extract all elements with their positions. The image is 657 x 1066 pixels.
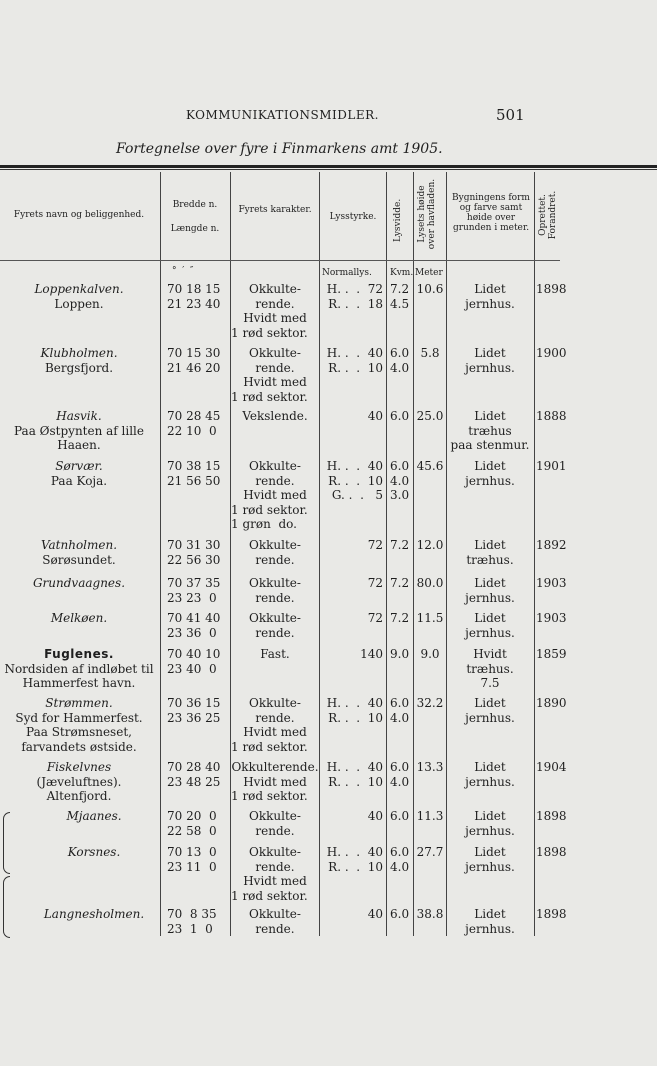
light-location: Paa Koja. [50, 473, 108, 488]
longitude: 21 46 20 [167, 360, 221, 375]
latitude: 70 20 0 [167, 809, 217, 823]
height-value: 45.6 [416, 459, 444, 473]
light-location: (Jæveluftnes). [36, 774, 122, 789]
height-value: 38.8 [416, 907, 444, 921]
col-header-name: Fyrets navn og beliggenhed. [13, 210, 145, 220]
latitude: 70 41 40 [167, 611, 221, 625]
light-location: Hammerfest havn. [22, 676, 136, 690]
height-value: 5.8 [420, 346, 440, 360]
longitude: 23 1 0 [167, 921, 213, 936]
light-name: Hasvik. [56, 409, 102, 423]
longitude: 23 40 0 [167, 661, 217, 676]
light-character: Hvidt med [243, 725, 307, 739]
height-value: 10.6 [416, 282, 444, 296]
light-strength: R. . . 10 [328, 859, 383, 874]
column-divider [386, 172, 387, 936]
light-strength: R. . . 18 [328, 296, 383, 311]
height-value: 11.3 [416, 809, 444, 823]
light-character: Fast. [260, 647, 290, 661]
light-character: Okkulte- [249, 611, 301, 625]
year-established: 1898 [536, 282, 567, 296]
light-character: rende. [255, 823, 295, 838]
building-description: Lidet [474, 611, 506, 625]
light-location: Loppen. [54, 296, 104, 311]
year-established: 1903 [536, 611, 567, 625]
light-character: 1 rød sektor. [231, 739, 308, 754]
light-name: Grundvaagnes. [32, 576, 126, 590]
light-character: Hvidt med [243, 311, 307, 325]
light-name: Strømmen. [45, 696, 113, 710]
latitude: 70 28 45 [167, 409, 221, 423]
light-strength: R. . . 10 [328, 774, 383, 789]
light-strength: H. . . 40 [326, 696, 383, 710]
longitude: 21 23 40 [167, 296, 221, 311]
longitude: 23 36 0 [167, 625, 217, 640]
building-description: Lidet [474, 282, 506, 296]
top-rule [0, 165, 657, 168]
light-strength: H. . . 40 [326, 346, 383, 360]
building-description: Lidet [474, 346, 506, 360]
visibility-value: 6.0 [390, 409, 410, 423]
light-strength: R. . . 10 [328, 473, 383, 488]
visibility-value: 6.0 [390, 459, 410, 473]
light-strength: 40 [367, 809, 383, 823]
year-established: 1890 [536, 696, 567, 710]
light-strength: H. . . 72 [326, 282, 383, 296]
latitude: 70 37 35 [167, 576, 221, 590]
year-established: 1898 [536, 845, 567, 859]
top-rule-thin [0, 169, 657, 170]
height-value: 9.0 [420, 647, 440, 661]
year-established: 1859 [536, 647, 567, 661]
col-header-visibility: Lysvidde. [393, 198, 403, 242]
light-location: Bergsfjord. [44, 360, 114, 375]
light-strength: H. . . 40 [326, 760, 383, 774]
light-location: Syd for Hammerfest. [15, 710, 143, 725]
visibility-value: 6.0 [390, 760, 410, 774]
light-character: Hvidt med [243, 874, 307, 888]
light-name: Fiskelvnes [46, 760, 112, 774]
longitude: 22 10 0 [167, 423, 217, 438]
building-description: træhus [468, 423, 512, 438]
building-description: paa stenmur. [450, 438, 530, 452]
visibility-value: 6.0 [390, 809, 410, 823]
latitude: 70 38 15 [167, 459, 221, 473]
col-header-lon: Længde n. [170, 224, 220, 234]
light-character: Hvidt med [243, 488, 307, 502]
light-character: 1 rød sektor. [231, 888, 308, 903]
light-character: Hvidt med [243, 375, 307, 389]
light-name: Klubholmen. [40, 346, 118, 360]
light-strength: G. . . 5 [331, 488, 383, 502]
year-established: 1900 [536, 346, 567, 360]
light-name: Mjaanes. [66, 809, 122, 823]
light-strength: H. . . 40 [326, 845, 383, 859]
visibility-value: 7.2 [390, 282, 410, 296]
building-description: jernhus. [465, 590, 515, 605]
light-name: Korsnes. [67, 845, 121, 859]
light-strength: 40 [367, 907, 383, 921]
light-location: farvandets østside. [21, 739, 137, 754]
light-character: Okkulte- [249, 907, 301, 921]
light-character: Vekslende. [242, 409, 308, 423]
building-description: Lidet [474, 907, 506, 921]
light-strength: H. . . 40 [326, 459, 383, 473]
light-location: Altenfjord. [46, 789, 112, 803]
building-description: Lidet [474, 576, 506, 590]
latitude: 70 40 10 [167, 647, 221, 661]
light-location: Paa Strømsneset, [26, 725, 132, 739]
longitude: 23 23 0 [167, 590, 217, 605]
light-strength: 72 [367, 611, 383, 625]
col-header-year: Oprettet. Forandret. [538, 190, 558, 240]
latitude: 70 31 30 [167, 538, 221, 552]
light-character: 1 rød sektor. [231, 502, 308, 517]
light-character: rende. [255, 360, 295, 375]
latitude: 70 36 15 [167, 696, 221, 710]
light-name: Sørvær. [55, 459, 103, 473]
visibility-value: 6.0 [390, 845, 410, 859]
running-header: KOMMUNIKATIONSMIDLER. [186, 108, 379, 122]
light-character: rende. [255, 552, 295, 567]
light-location: Nordsiden af indløbet til [4, 661, 154, 676]
light-name: Langnesholmen. [43, 907, 145, 921]
light-name: Loppenkalven. [34, 282, 124, 296]
building-description: Lidet [474, 459, 506, 473]
light-character: 1 rød sektor. [231, 389, 308, 404]
light-character: Okkulte- [249, 845, 301, 859]
visibility-value: 3.0 [390, 488, 410, 502]
light-character: Okkulte- [249, 809, 301, 823]
height-value: 27.7 [416, 845, 444, 859]
col-header-lat: Bredde n. [172, 200, 218, 210]
light-character: rende. [255, 473, 295, 488]
building-description: jernhus. [465, 710, 515, 725]
light-character: 1 rød sektor. [231, 325, 308, 340]
latitude: 70 13 0 [167, 845, 217, 859]
building-description: Lidet [474, 696, 506, 710]
building-description: jernhus. [465, 823, 515, 838]
building-description: Lidet [474, 809, 506, 823]
building-description: jernhus. [465, 473, 515, 488]
light-name: Fuglenes. [44, 647, 114, 661]
building-description: Lidet [474, 845, 506, 859]
visibility-value: 4.0 [390, 360, 410, 375]
unit-height: Meter [415, 268, 443, 278]
latitude: 70 18 15 [167, 282, 221, 296]
light-location: Haaen. [57, 438, 101, 452]
light-character: rende. [255, 625, 295, 640]
latitude: 70 28 40 [167, 760, 221, 774]
visibility-value: 7.2 [390, 611, 410, 625]
visibility-value: 4.0 [390, 774, 410, 789]
height-value: 80.0 [416, 576, 444, 590]
height-value: 32.2 [416, 696, 444, 710]
unit-degrees: ° ′ ″ [172, 266, 194, 276]
col-header-character: Fyrets karakter. [238, 205, 312, 215]
building-description: jernhus. [465, 921, 515, 936]
year-established: 1898 [536, 809, 567, 823]
light-character: rende. [255, 921, 295, 936]
light-character: rende. [255, 859, 295, 874]
light-name: Melkøen. [50, 611, 108, 625]
light-character: Okkulte- [249, 346, 301, 360]
height-value: 25.0 [416, 409, 444, 423]
year-established: 1903 [536, 576, 567, 590]
light-character: rende. [255, 296, 295, 311]
column-divider [160, 172, 161, 936]
latitude: 70 8 35 [167, 907, 217, 921]
year-established: 1888 [536, 409, 567, 423]
visibility-value: 7.2 [390, 538, 410, 552]
longitude: 22 58 0 [167, 823, 217, 838]
col-header-strength: Lysstyrke. [329, 212, 377, 222]
building-description: træhus. [466, 661, 514, 676]
light-character: rende. [255, 590, 295, 605]
year-established: 1892 [536, 538, 567, 552]
visibility-value: 4.0 [390, 859, 410, 874]
light-character: Okkulterende. [231, 760, 319, 774]
visibility-value: 6.0 [390, 907, 410, 921]
longitude: 22 56 30 [167, 552, 221, 567]
light-strength: R. . . 10 [328, 360, 383, 375]
header-divider [0, 260, 560, 261]
light-strength: 140 [360, 647, 383, 661]
building-description: jernhus. [465, 296, 515, 311]
page-number: 501 [496, 106, 525, 124]
light-name: Vatnholmen. [40, 538, 118, 552]
building-description: 7.5 [480, 676, 500, 690]
building-description: træhus. [466, 552, 514, 567]
building-description: jernhus. [465, 859, 515, 874]
building-description: Lidet [474, 760, 506, 774]
light-character: rende. [255, 710, 295, 725]
unit-visibility: Kvm. [390, 268, 414, 278]
light-strength: 40 [367, 409, 383, 423]
height-value: 13.3 [416, 760, 444, 774]
building-description: Lidet [474, 538, 506, 552]
light-character: Okkulte- [249, 282, 301, 296]
building-description: Lidet [474, 409, 506, 423]
light-character: Okkulte- [249, 459, 301, 473]
light-strength: R. . . 10 [328, 710, 383, 725]
visibility-value: 6.0 [390, 696, 410, 710]
light-character: Okkulte- [249, 538, 301, 552]
visibility-value: 9.0 [390, 647, 410, 661]
year-established: 1898 [536, 907, 567, 921]
light-strength: 72 [367, 538, 383, 552]
light-character: Okkulte- [249, 696, 301, 710]
visibility-value: 4.0 [390, 710, 410, 725]
visibility-value: 4.0 [390, 473, 410, 488]
latitude: 70 15 30 [167, 346, 221, 360]
group-bracket [3, 876, 10, 938]
longitude: 23 36 25 [167, 710, 221, 725]
light-location: Paa Østpynten af lille [14, 423, 144, 438]
visibility-value: 6.0 [390, 346, 410, 360]
light-character: Hvidt med [243, 774, 307, 789]
light-strength: 72 [367, 576, 383, 590]
unit-strength: Normallys. [322, 268, 372, 278]
col-header-height: Lysets høide over havfladen. [417, 178, 437, 250]
longitude: 23 11 0 [167, 859, 217, 874]
building-description: jernhus. [465, 360, 515, 375]
visibility-value: 4.5 [390, 296, 410, 311]
building-description: jernhus. [465, 625, 515, 640]
building-description: jernhus. [465, 774, 515, 789]
height-value: 11.5 [416, 611, 444, 625]
light-character: 1 grøn do. [231, 517, 297, 531]
year-established: 1904 [536, 760, 567, 774]
group-bracket [3, 812, 10, 874]
light-character: Okkulte- [249, 576, 301, 590]
height-value: 12.0 [416, 538, 444, 552]
light-character: 1 rød sektor. [231, 789, 308, 803]
table-title: Fortegnelse over fyre i Finmarkens amt 1905. [116, 141, 443, 157]
light-location: Sørøsundet. [42, 552, 116, 567]
longitude: 23 48 25 [167, 774, 221, 789]
building-description: Hvidt [473, 647, 507, 661]
column-divider [413, 172, 414, 936]
visibility-value: 7.2 [390, 576, 410, 590]
col-header-building: Bygningens form og farve samt høide over grunden i meter. [452, 193, 530, 233]
column-divider [534, 172, 535, 936]
longitude: 21 56 50 [167, 473, 221, 488]
year-established: 1901 [536, 459, 567, 473]
